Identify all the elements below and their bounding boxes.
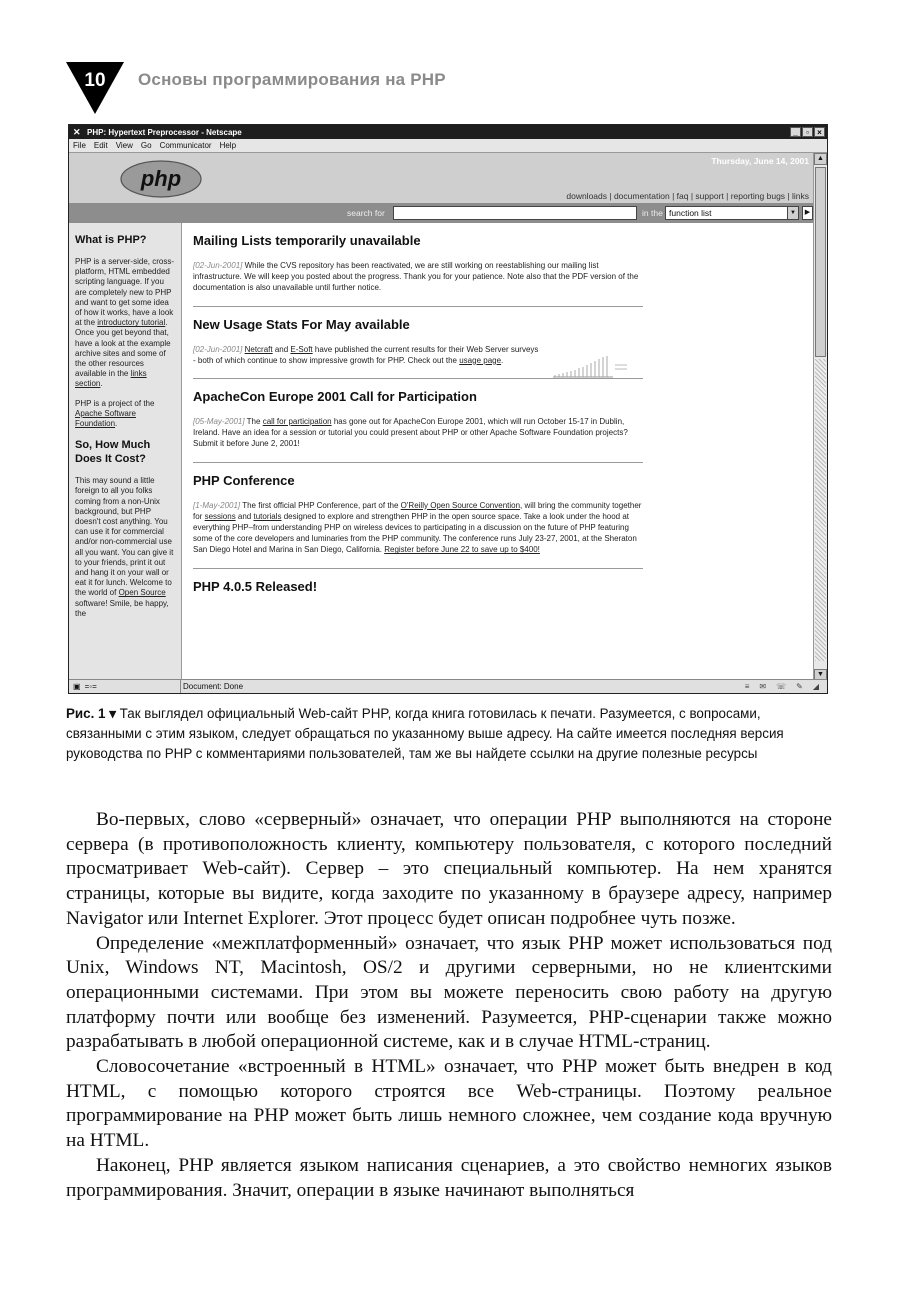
menu-file[interactable]: File xyxy=(73,141,86,150)
nav-documentation[interactable]: documentation xyxy=(613,191,670,201)
component-bar xyxy=(745,682,828,691)
status-text: Document: Done xyxy=(183,682,244,691)
site-date: Thursday, June 14, 2001 xyxy=(711,156,809,166)
search-scope-value: function list xyxy=(669,208,712,218)
in-the-label: in the xyxy=(642,208,663,218)
window-titlebar xyxy=(69,125,827,139)
netcraft-link[interactable]: Netcraft xyxy=(244,344,273,354)
usage-chart-thumbnail[interactable] xyxy=(551,353,631,379)
news-body: [02-Jun-2001] While the CVS repository has been reactivated, we are still working on reestablishing our mailing list infrastructure. We will keep you posted about the progress. Thank you for your patience. Note also that the PDF version of the documentation is also unavailable until further notice. xyxy=(193,261,639,293)
nav-links[interactable]: links xyxy=(791,191,809,201)
tutorials-link[interactable]: tutorials xyxy=(253,511,282,521)
paragraph: Во-первых, слово «серверный» означает, что операции PHP выполняются на стороне сервера (в противоположность клиенту, компьютеру пользователя, с которого последний просматривает Web-сайт). Сервер – это специальный компьютер. На нем хранятся страницы, которые вы видите, когда заходите по указанному в браузере адресу, например Navigator или Internet Explorer. Этот процесс будет описан подробнее чуть позже. xyxy=(66,809,832,929)
introductory-tutorial-link[interactable]: introductory tutorial xyxy=(97,318,166,328)
sessions-link[interactable]: sessions xyxy=(204,511,236,521)
nav-faq[interactable]: faq xyxy=(676,191,689,201)
news-item xyxy=(193,379,643,463)
caption-label: Рис. 1 ▾ xyxy=(66,706,116,721)
site-nav-links: downloads | documentation | faq | support | reporting bugs | links xyxy=(566,191,809,201)
esoft-link[interactable]: E-Soft xyxy=(290,344,313,354)
paragraph: Наконец, PHP является языком написания сценариев, а это свойство немногих языков программирования. Значит, операции в языке начинают выполняться xyxy=(66,1154,832,1201)
news-date: [1-May-2001] xyxy=(193,500,241,510)
sidebar-para-intro: PHP is a server-side, cross-platform, HTML embedded scripting language. If you are completely new to PHP and want to get some idea of how it works, have a look at the introductory tutorial. Once you get beyond that, have a look at the example archive sites and some of the other resources available in the links section. xyxy=(75,257,174,389)
maximize-icon[interactable]: ▫ xyxy=(802,127,813,137)
oreilly-convention-link[interactable]: O'Reilly Open Source Convention xyxy=(400,500,521,510)
news-date: [02-Jun-2001] xyxy=(193,344,243,354)
news-item xyxy=(193,307,643,379)
vertical-scrollbar[interactable] xyxy=(813,153,827,681)
news-title: PHP 4.0.5 Released! xyxy=(193,578,318,594)
news-body: [02-Jun-2001] Netcraft and E-Soft have published the current results for their Web Server surveys - both of which continue to show impressive growth for PHP. Check out the usage page. xyxy=(193,344,539,365)
sidebar xyxy=(69,223,182,681)
news-title: Mailing Lists temporarily unavailable xyxy=(193,233,421,248)
news-date: [02-Jun-2001] xyxy=(193,261,243,270)
register-link[interactable]: Register before June 22 to save up to $400! xyxy=(384,545,540,555)
figure-caption xyxy=(66,704,832,764)
sidebar-para-cost: This may sound a little foreign to all you folks coming from a non-Unix background, but PHP doesn't cost anything. You can use it for commercial and/or non-commercial use all you want. You can give it to your friends, print it out and hang it on your wall or eat it for lunch. Welcome to the world of Open Source software! Smile, be happy, the xyxy=(75,476,174,618)
search-go-icon[interactable]: ▶ xyxy=(802,206,813,220)
paragraph: Определение «межплатформенный» означает, что язык PHP может использоваться под Unix, Windows NT, Macintosh, OS/2 и другими серверными, но не клиентскими операционными системами. При этом вы можете переносить свою работу на другую платформу почти или вообще без изменений. Разумеется, PHP-сценарии также можно разрабатывать в любой операционной системе, как и в случае HTML-страниц. xyxy=(66,932,832,1053)
browser-window xyxy=(68,124,828,694)
page-viewport xyxy=(69,153,815,681)
window-title: PHP: Hypertext Preprocessor - Netscape xyxy=(87,127,242,137)
usage-page-link[interactable]: usage page xyxy=(459,355,502,365)
menu-edit[interactable]: Edit xyxy=(93,141,108,150)
scroll-up-icon[interactable]: ▲ xyxy=(814,153,827,165)
apache-foundation-link[interactable]: Apache Software Foundation xyxy=(75,408,136,429)
menu-go[interactable]: Go xyxy=(140,141,152,150)
news-item xyxy=(193,463,643,569)
open-source-link[interactable]: Open Source xyxy=(118,588,166,598)
navigator-icon[interactable]: ≡ xyxy=(744,682,750,691)
call-for-participation-link[interactable]: call for participation xyxy=(262,417,332,427)
page-header xyxy=(66,62,846,118)
discussion-icon[interactable]: ☏ xyxy=(776,682,787,691)
links-section-link[interactable]: links section xyxy=(75,369,147,389)
search-input[interactable] xyxy=(393,206,637,220)
menu-communicator[interactable]: Communicator xyxy=(159,141,212,150)
menu-bar xyxy=(69,139,827,153)
news-date: [05-May-2001] xyxy=(193,417,245,427)
news-title: PHP Conference xyxy=(193,472,295,488)
news-body: [05-May-2001] The call for participation has gone out for ApacheCon Europe 2001, which will run October 15-17 in Dublin, Ireland. Have an idea for a session or tutorial you could present about PHP or other Apache Software Foundation projects? Submit it before June 2, 2001! xyxy=(193,417,628,449)
status-bar xyxy=(69,679,828,693)
close-icon[interactable]: × xyxy=(814,127,825,137)
search-bar xyxy=(69,203,815,223)
nav-support[interactable]: support xyxy=(695,191,724,201)
menu-help[interactable]: Help xyxy=(219,141,237,150)
scroll-down-icon[interactable]: ▼ xyxy=(814,669,827,681)
body-text xyxy=(66,808,832,1203)
netscape-icon: ✕ xyxy=(73,127,81,137)
menu-view[interactable]: View xyxy=(115,141,133,150)
news-item xyxy=(193,223,643,307)
nav-downloads[interactable]: downloads xyxy=(566,191,607,201)
running-title: Основы программирования на PHP xyxy=(138,70,446,89)
lock-icon[interactable]: ▣ xyxy=(73,682,81,691)
status-security xyxy=(69,680,181,693)
page-number: 10 xyxy=(84,70,106,91)
site-header xyxy=(69,153,815,203)
sidebar-heading-cost: So, How Much Does It Cost? xyxy=(75,439,151,466)
composer-icon[interactable]: ✎ xyxy=(796,682,803,691)
scroll-track[interactable] xyxy=(815,359,826,661)
connection-icon: =◦= xyxy=(84,682,97,691)
paragraph: Словосочетание «встроенный в HTML» означает, что PHP может быть внедрен в код HTML, с помощью которого строятся все Web-страницы. Поэтому реальное программирование на PHP может быть лишь немного сложнее, чем создание кода вручную на HTML. xyxy=(66,1056,832,1152)
resize-grip-icon[interactable]: ◢ xyxy=(812,682,819,691)
sidebar-para-apache: PHP is a project of the Apache Software Foundation. xyxy=(75,398,155,429)
news-column xyxy=(193,223,643,681)
php-logo[interactable] xyxy=(119,159,203,199)
mail-icon[interactable]: ✉ xyxy=(759,682,767,691)
news-title: New Usage Stats For May available xyxy=(193,316,410,332)
news-title: ApacheCon Europe 2001 Call for Participation xyxy=(193,389,477,405)
scroll-thumb[interactable] xyxy=(815,167,826,357)
sidebar-heading-what-is-php: What is PHP? xyxy=(75,234,147,246)
nav-reporting-bugs[interactable]: reporting bugs xyxy=(730,191,786,201)
caption-text: Так выглядел официальный Web-сайт PHP, когда книга готовилась к печати. Разумеется, с вопросами, связанными с этим языком, следует обращаться по указанному выше адресу. На сайте имеется последняя версия руководства по PHP с комментариями пользователей, там же вы найдете ссылки на другие полезные ресурсы xyxy=(66,706,784,761)
minimize-icon[interactable]: _ xyxy=(790,127,801,137)
chevron-down-icon[interactable]: ▼ xyxy=(787,207,798,219)
news-body: [1-May-2001] The first official PHP Conference, part of the O'Reilly Open Source Convention, will bring the community together for sessions and tutorials designed to explore and strengthen PHP in the open source space. Take a look under the hood at everything PHP–from understanding PHP on wireless devices to participating in a discussion on the future of PHP featuring some of the core developers and luminaries from the PHP community. The conference runs July 23-27, 2001, at the Sheraton San Diego Hotel and Marina in San Diego, California. Register before June 22 to save up to $400! xyxy=(193,500,642,555)
window-controls xyxy=(790,127,827,137)
search-label: search for xyxy=(347,208,385,218)
php-logo-text: php xyxy=(140,166,182,191)
news-item xyxy=(193,569,643,618)
search-scope-select[interactable] xyxy=(665,206,799,220)
